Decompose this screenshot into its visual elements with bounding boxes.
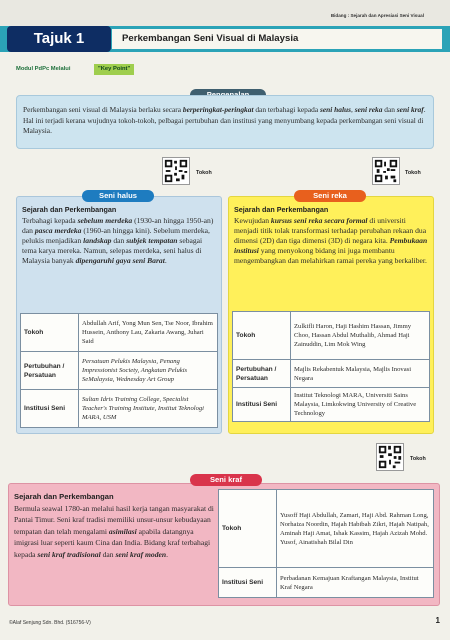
table-value: Majlis Rekabentuk Malaysia, Majlis Inovasi Negara [291, 360, 430, 388]
table-label: Pertubuhan / Persatuan [233, 360, 291, 388]
table-value: Yusoff Haji Abdullah, Zamari, Haji Abd. Rahman Long, Norhaiza Noordin, Hajah Habibah Zikri, Hajah Natipah, Aminah Haji Amat, Ishak Kassim, Hajah Azizah Mohd. Yusof, Ainatishah Bilal Din [277, 490, 434, 568]
seni-kraf-text: Bermula seawal 1780-an melalui hasil kerja tangan masyarakat di Pantai Timur. Seni kraf tradisi memiliki unsur-unsur kebudayaan tempatan dan telah mengalami asimilasi apabila datangnya imigrasi luar seperti kaum Cina dan India. Bidang kraf terbahagi kepada seni kraf tradisional dan seni kraf moden. [14, 504, 214, 559]
seni-reka-label: Seni reka [294, 190, 366, 202]
table-row [219, 568, 434, 598]
seni-reka-heading: Sejarah dan Perkembangan [234, 205, 329, 214]
seni-kraf-label: Seni kraf [190, 474, 262, 486]
chapter-badge: Tajuk 1 [7, 26, 111, 52]
table-row [233, 312, 430, 360]
table-row [233, 388, 430, 422]
seni-reka-text: Kewujudan kursus seni reka secara formal di universiti menjadi titik tolak transformasi terhadap perubahan rekaan dua dimensi (2D) dan tiga dimensi (3D) di negara kita. Pembukaan institusi yang menyokong bidang ini juga membantu mengembangkan dan melahirkan ramai pereka yang berkaliber. [234, 216, 428, 266]
modul-label: Modul PdPc Melalui [16, 66, 71, 72]
qr-caption: Tokoh [410, 456, 426, 462]
qr-code-icon[interactable] [162, 157, 190, 185]
seni-kraf-heading: Sejarah dan Perkembangan [14, 492, 114, 501]
table-value: Perbadanan Kemajuan Kraftangan Malaysia, Institut Kraf Negara [277, 568, 434, 598]
intro-box [16, 95, 434, 149]
subject-label: Bidang : Sejarah dan Apresiasi Seni Visual [330, 13, 424, 18]
table-row [21, 314, 218, 352]
table-row [21, 352, 218, 390]
table-label: Pertubuhan / Persatuan [21, 352, 79, 390]
table-label: Institusi Seni [233, 388, 291, 422]
seni-halus-table [20, 313, 218, 428]
page-title: Perkembangan Seni Visual di Malaysia [112, 29, 442, 49]
table-row [233, 360, 430, 388]
seni-halus-label: Seni halus [82, 190, 154, 202]
qr-code-icon[interactable] [376, 443, 404, 471]
key-point-badge: "Key Point" [94, 64, 134, 75]
table-value: Abdullah Arif, Yong Mun Sen, Tse Noor, Ibrahim Hussein, Anthony Lau, Zakaria Awang, Juhari Said [79, 314, 218, 352]
seni-reka-table [232, 311, 430, 422]
publisher-credit: ©Alaf Senjung Sdn. Bhd. (516756-V) [9, 620, 91, 626]
table-value: Institut Teknologi MARA, Universiti Sains Malaysia, Limkokwing University of Creative Technology [291, 388, 430, 422]
qr-code-icon[interactable] [372, 157, 400, 185]
seni-halus-heading: Sejarah dan Perkembangan [22, 205, 117, 214]
table-value: Persatuan Pelukis Malaysia, Penang Impressionist Society, Angkatan Pelukis SeMalaysia, Wednesday Art Group [79, 352, 218, 390]
intro-text: Perkembangan seni visual di Malaysia berlaku secara berperingkat-peringkat dan terbahagi kepada seni halus, seni reka dan seni kraf. Hal ini terjadi kerana wujudnya tokoh-tokoh, pelbagai pertubuhan dan institusi yang menyumbang kepada perkembangan seni visual di Malaysia. [23, 105, 426, 136]
table-row [21, 390, 218, 428]
seni-halus-text: Terbahagi kepada sebelum merdeka (1930-an hingga 1950-an) dan pasca merdeka (1960-an hingga kini). Sebelum merdeka, pelukis menjadikan landskap dan subjek tempatan sebagai tema karya mereka. Namun, selepas merdeka, seni halus di Malaysia banyak dipengaruhi gaya seni Barat. [22, 216, 214, 266]
table-label: Institusi Seni [21, 390, 79, 428]
table-label: Tokoh [21, 314, 79, 352]
qr-caption: Tokoh [196, 170, 212, 176]
table-label: Tokoh [219, 490, 277, 568]
table-value: Zulkifli Haron, Haji Hashim Hassan, Jimmy Choo, Hassan Abdul Muthalib, Ahmad Haji Zainuddin, Lim Mok Wing [291, 312, 430, 360]
table-value: Sultan Idris Training College, Specialist Teacher's Training Institute, Institut Teknologi MARA, USM [79, 390, 218, 428]
table-row [219, 490, 434, 568]
table-label: Institusi Seni [219, 568, 277, 598]
page-number: 1 [435, 616, 440, 625]
seni-kraf-table [218, 489, 434, 598]
qr-caption: Tokoh [405, 170, 421, 176]
table-label: Tokoh [233, 312, 291, 360]
